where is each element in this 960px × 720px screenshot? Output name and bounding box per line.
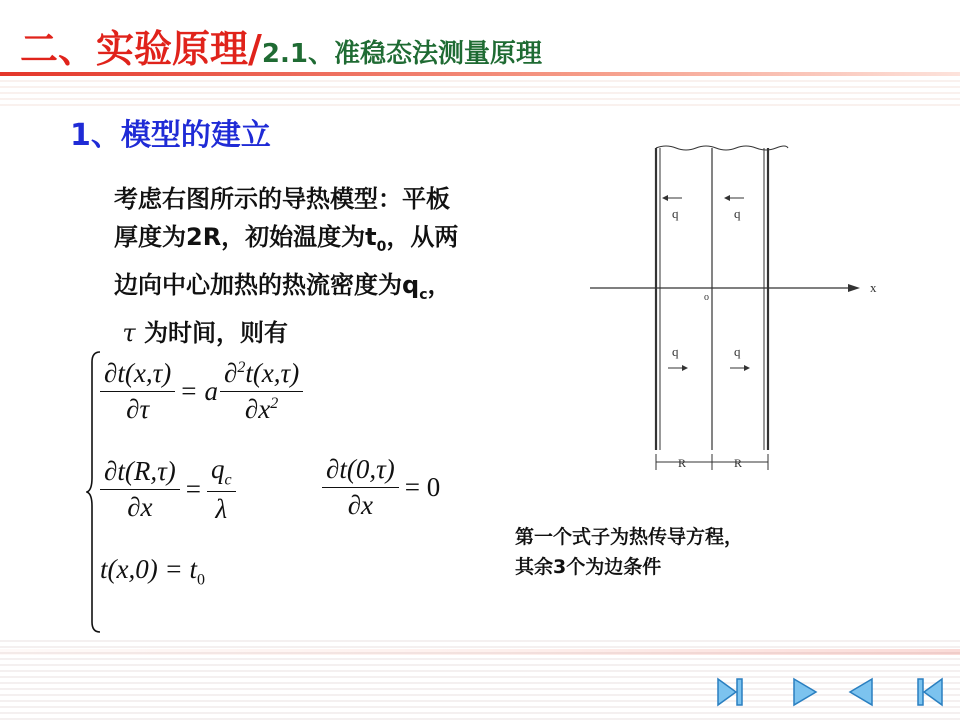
initial-condition <box>100 554 205 589</box>
play-forward-icon <box>788 675 820 709</box>
eq1-rhs-fraction <box>220 358 303 425</box>
equation-system <box>86 350 486 635</box>
flux-head-bl <box>682 365 688 371</box>
eq2-equals: = <box>185 474 201 505</box>
eq3-lhs-fraction <box>322 454 399 521</box>
eq2-q-sub: c <box>224 471 232 489</box>
note-line-1: 第一个式子为热传导方程， <box>515 526 744 548</box>
para-line-3-tail: ， <box>427 270 452 299</box>
flux-head-br <box>744 365 750 371</box>
eq2-lhs-fraction <box>100 456 180 523</box>
eq1-rhs-num-exp: 2 <box>237 359 246 376</box>
boundary-condition-surface <box>100 454 236 525</box>
eq2-lambda: λ <box>215 494 228 525</box>
play-back-icon <box>846 675 878 709</box>
skip-forward-icon <box>714 675 746 709</box>
q-label-tr: q <box>734 206 741 221</box>
boundary-condition-center <box>322 454 446 521</box>
x-axis-arrow <box>848 284 860 292</box>
eq1-rhs-den-body: ∂x <box>244 394 271 424</box>
para-line-4 <box>114 314 574 352</box>
section-heading: 1、模型的建立 <box>70 118 271 153</box>
tau-symbol: τ <box>122 318 136 347</box>
eq2-rhs-fraction <box>207 454 236 525</box>
note-line-2: 其余3个为边条件 <box>515 556 662 578</box>
q-label-bl: q <box>672 344 679 359</box>
eq4-text: t(x,0) = t <box>100 554 197 584</box>
last-page-button[interactable] <box>914 675 946 709</box>
para-line-4-text: 为时间，则有 <box>135 318 288 347</box>
eq3-numerator: ∂t(0,τ) <box>322 454 399 488</box>
skip-back-icon <box>914 675 946 709</box>
q-label-tl: q <box>672 206 679 221</box>
next-page-button[interactable] <box>788 675 820 709</box>
eq1-lhs-numerator: ∂t(x,τ) <box>100 358 175 392</box>
origin-label: o <box>704 292 709 303</box>
eq1-coefficient: a <box>204 376 218 406</box>
eq1-rhs-numerator <box>220 358 303 392</box>
previous-page-button[interactable] <box>846 675 878 709</box>
equation-note <box>515 522 845 582</box>
eq4-sub: 0 <box>196 571 205 589</box>
eq1-equals: = <box>181 376 197 406</box>
eq1-lhs-fraction <box>100 358 175 425</box>
plate-model-diagram <box>588 140 898 475</box>
model-description <box>114 180 574 352</box>
slide-title <box>20 18 542 73</box>
flux-head-tr <box>724 195 730 201</box>
first-page-button[interactable] <box>714 675 746 709</box>
eq2-denominator: ∂x <box>127 492 153 523</box>
r-label-left: R <box>678 456 687 470</box>
eq2-rhs-numerator <box>207 454 236 492</box>
eq3-denominator: ∂x <box>347 490 374 520</box>
decor-stripes-top <box>0 80 960 108</box>
heat-equation <box>100 358 303 425</box>
eq1-lhs-denominator: ∂τ <box>126 394 150 424</box>
eq1-rhs-num-body: t(x,τ) <box>245 358 300 388</box>
eq3-equals-zero: = 0 <box>404 472 441 502</box>
q-label-br: q <box>734 344 741 359</box>
para-line-3 <box>114 266 574 314</box>
title-main: 二、实验原理/ <box>20 27 262 71</box>
para-line-2-text: 厚度为2R，初始温度为t <box>114 223 377 251</box>
r-label-right: R <box>734 456 743 470</box>
eq2-numerator: ∂t(R,τ) <box>100 456 180 490</box>
title-sub: 2.1、准稳态法测量原理 <box>261 39 542 69</box>
para-line-2-sub: 0 <box>376 238 387 255</box>
para-line-2-tail: ，从两 <box>386 223 459 251</box>
eq1-rhs-denominator <box>220 392 303 425</box>
para-line-2 <box>114 218 574 266</box>
eq1-rhs-den-exp: 2 <box>270 395 279 412</box>
flux-head-tl <box>662 195 668 201</box>
eq2-q: q <box>210 454 225 484</box>
para-line-1: 考虑右图所示的导热模型：平板 <box>114 185 450 213</box>
para-line-3-text: 边向中心加热的热流密度为q <box>114 270 420 299</box>
eq1-rhs-partial: ∂ <box>223 358 238 388</box>
x-axis-label: x <box>870 280 877 295</box>
para-line-3-sub: c <box>419 286 428 303</box>
